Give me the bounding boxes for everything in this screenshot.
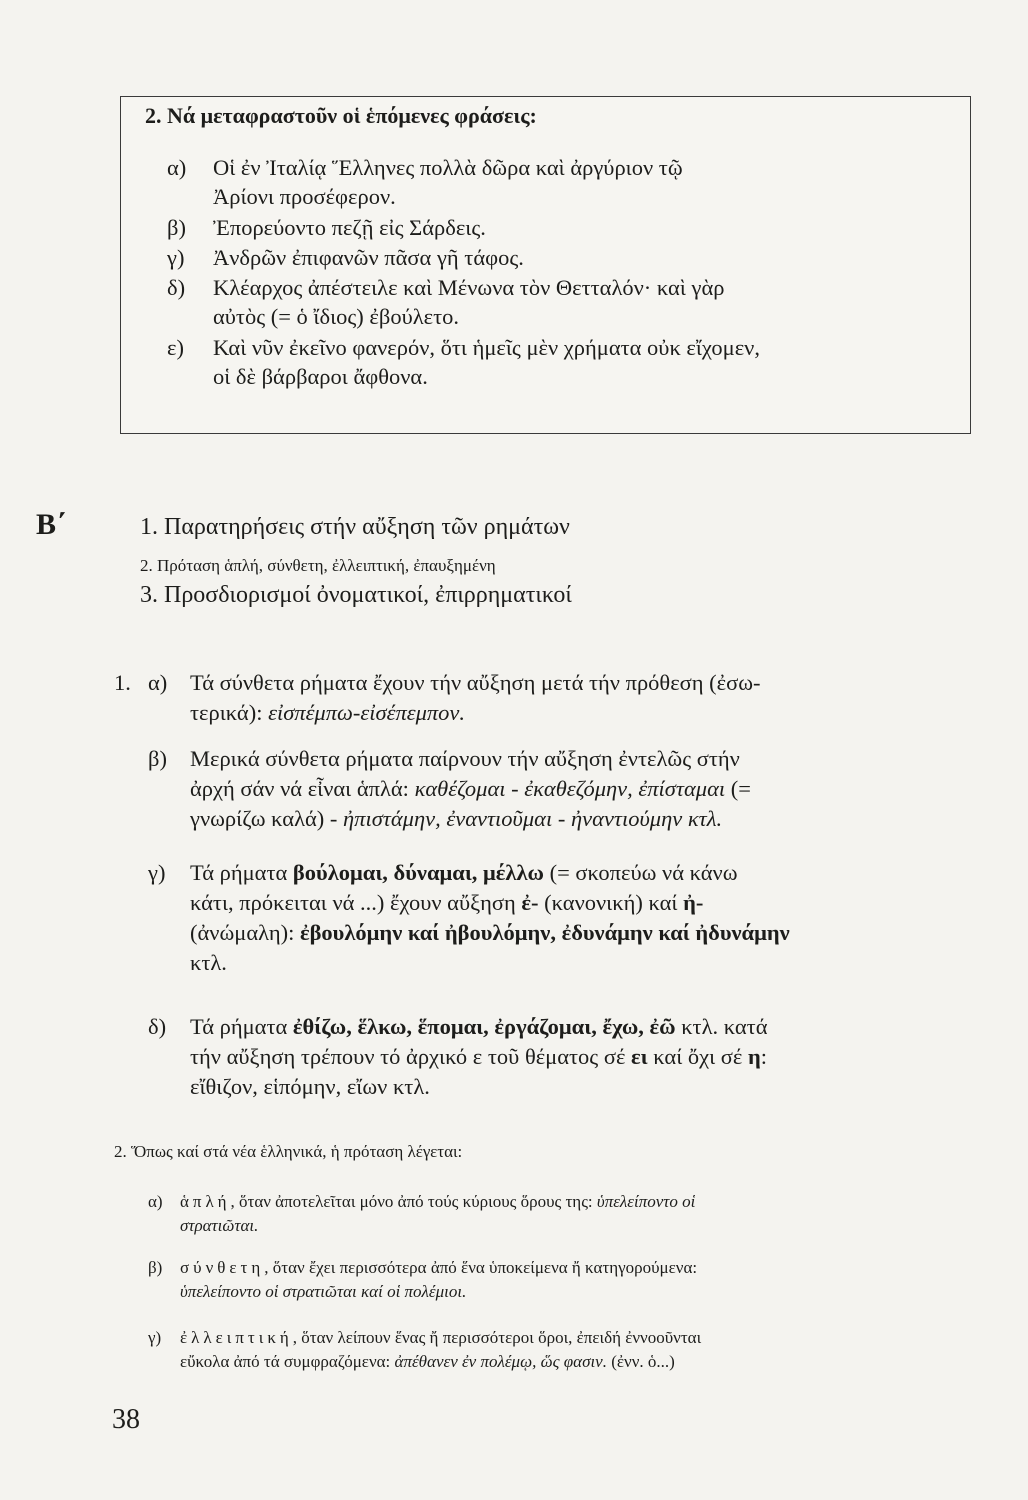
section-topic-2: 2. Πρόταση ἁπλή, σύνθετη, ἐλλειπτική, ἐπαυξημένη	[140, 556, 496, 575]
section-topic-1: 1. Παρατηρήσεις στήν αὔξηση τῶν ρημάτων	[140, 514, 570, 540]
note2-intro: 2. Ὅπως καί στά νέα ἑλληνικά, ἡ πρόταση λέγεται:	[114, 1142, 463, 1161]
page-number: 38	[112, 1404, 140, 1435]
exercise-item-b: β) Ἐπορεύοντο πεζῇ εἰς Σάρδεις.	[167, 215, 486, 240]
note2-item-b: β) σύνθετη, ὅταν ἔχει περισσότερα ἀπό ἕνα ὑποκείμενα ἤ κατηγορούμενα: ὑπελείποντο οἱ στρατιῶται καί οἱ πολέμιοι.	[148, 1258, 698, 1301]
section-letter: Β΄	[36, 508, 66, 541]
exercise-item-c: γ) Ἀνδρῶν ἐπιφανῶν πᾶσα γῆ τάφος.	[167, 245, 524, 270]
note2-item-c: γ) ἐλλειπτική, ὅταν λείπουν ἕνας ἤ περισσότεροι ὅροι, ἐπειδή ἐννοοῦνται εὔκολα ἀπό τά συμφραζόμενα: ἀπέθανεν ἐν πολέμῳ, ὥς φασιν. (ἐνν. ὁ...)	[148, 1328, 702, 1371]
section-topic-3: 3. Προσδιορισμοί ὀνοματικοί, ἐπιρρηματικοί	[140, 582, 572, 608]
note2-item-a: α) ἁπλή, ὅταν ἀποτελεῖται μόνο ἀπό τούς κύριους ὅρους της: ὑπελείποντο οἱ στρατιῶται.	[148, 1192, 696, 1235]
note1-item-c: γ) Τά ρήματα βούλομαι, δύναμαι, μέλλω (= σκοπεύω νά κάνω κάτι, πρόκειται νά ...) ἔχουν αὔξηση ἐ- (κανονική) καί ἠ- (ἀνώμαλη): ἐβουλόμην καί ἠβουλόμην, ἐδυνάμην καί ἠδυνάμην κτλ.	[148, 860, 790, 975]
note1-number: 1.	[114, 670, 131, 695]
exercise-item-a: α) Οἱ ἐν Ἰταλίᾳ Ἕλληνες πολλὰ δῶρα καὶ ἀργύριον τῷ Ἀρίονι προσέφερον.	[167, 155, 683, 209]
note1-item-d: δ) Τά ρήματα ἐθίζω, ἕλκω, ἕπομαι, ἐργάζομαι, ἔχω, ἐῶ κτλ. κατά τήν αὔξηση τρέπουν τό ἀρχικό ε τοῦ θέματος σέ ει καί ὄχι σέ η: εἴθιζον, εἱπόμην, εἴων κτλ.	[148, 1014, 768, 1099]
exercise-item-d: δ) Κλέαρχος ἀπέστειλε καὶ Μένωνα τὸν Θετταλόν· καὶ γὰρ αὐτὸς (= ὁ ἴδιος) ἐβούλετο.	[167, 275, 725, 329]
exercise-title: 2. Νά μεταφραστοῦν οἱ ἑπόμενες φράσεις:	[145, 103, 537, 128]
note1-item-b: β) Μερικά σύνθετα ρήματα παίρνουν τήν αὔξηση ἐντελῶς στήν ἀρχή σάν νά εἶναι ἁπλά: καθέζομαι - ἐκαθεζόμην, ἐπίσταμαι (= γνωρίζω καλά) - ἠπιστάμην, ἐναντιοῦμαι - ἠναντιούμην κτλ.	[148, 746, 751, 831]
exercise-box	[120, 96, 971, 434]
exercise-item-e: ε) Καὶ νῦν ἐκεῖνο φανερόν, ὅτι ἡμεῖς μὲν χρήματα οὐκ εἴχομεν, οἱ δὲ βάρβαροι ἄφθονα.	[167, 335, 760, 389]
note1-item-a: α) Τά σύνθετα ρήματα ἔχουν τήν αὔξηση μετά τήν πρόθεση (ἐσω- τερικά): εἰσπέμπω-εἰσέπεμπον.	[148, 670, 761, 725]
